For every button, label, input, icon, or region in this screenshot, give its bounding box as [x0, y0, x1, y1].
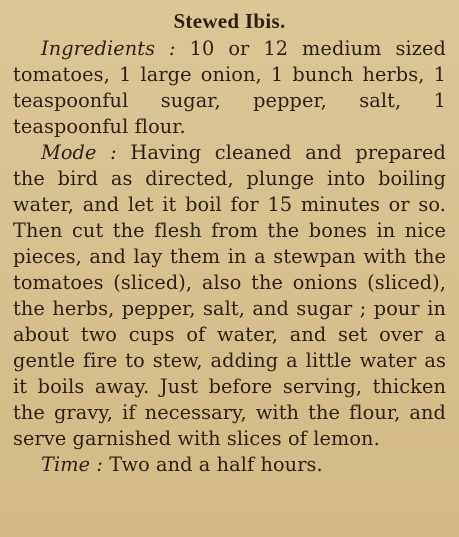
time-label: Time : — [41, 453, 103, 476]
ingredients-paragraph — [13, 36, 446, 140]
mode-label: Mode : — [41, 141, 117, 164]
mode-paragraph — [13, 140, 446, 452]
ingredients-text: 10 or 12 medium sized tomatoes, 1 large onion, 1 bunch herbs, 1 teaspoonful sugar, pepper, salt, 1 teaspoonful flour. — [13, 37, 446, 138]
time-text: Two and a half hours. — [109, 453, 323, 476]
time-paragraph — [13, 452, 446, 478]
recipe-title: Stewed Ibis. — [173, 9, 286, 33]
mode-text: Having cleaned and prepared the bird as directed, plunge into boiling water, and let it boil for 15 minutes or so. Then cut the flesh from the bones in nice pieces, and lay them in a stewpan with the tomatoes (sliced), also the onions (sliced), the herbs, pepper, salt, and sugar ; pour in about two cups of water, and set over a gentle fire to stew, adding a little water as it boils away. Just before serving, thicken the gravy, if necessary, with the flour, and serve garnished with slices of lemon. — [13, 141, 446, 450]
ingredients-label: Ingredients : — [41, 37, 176, 60]
